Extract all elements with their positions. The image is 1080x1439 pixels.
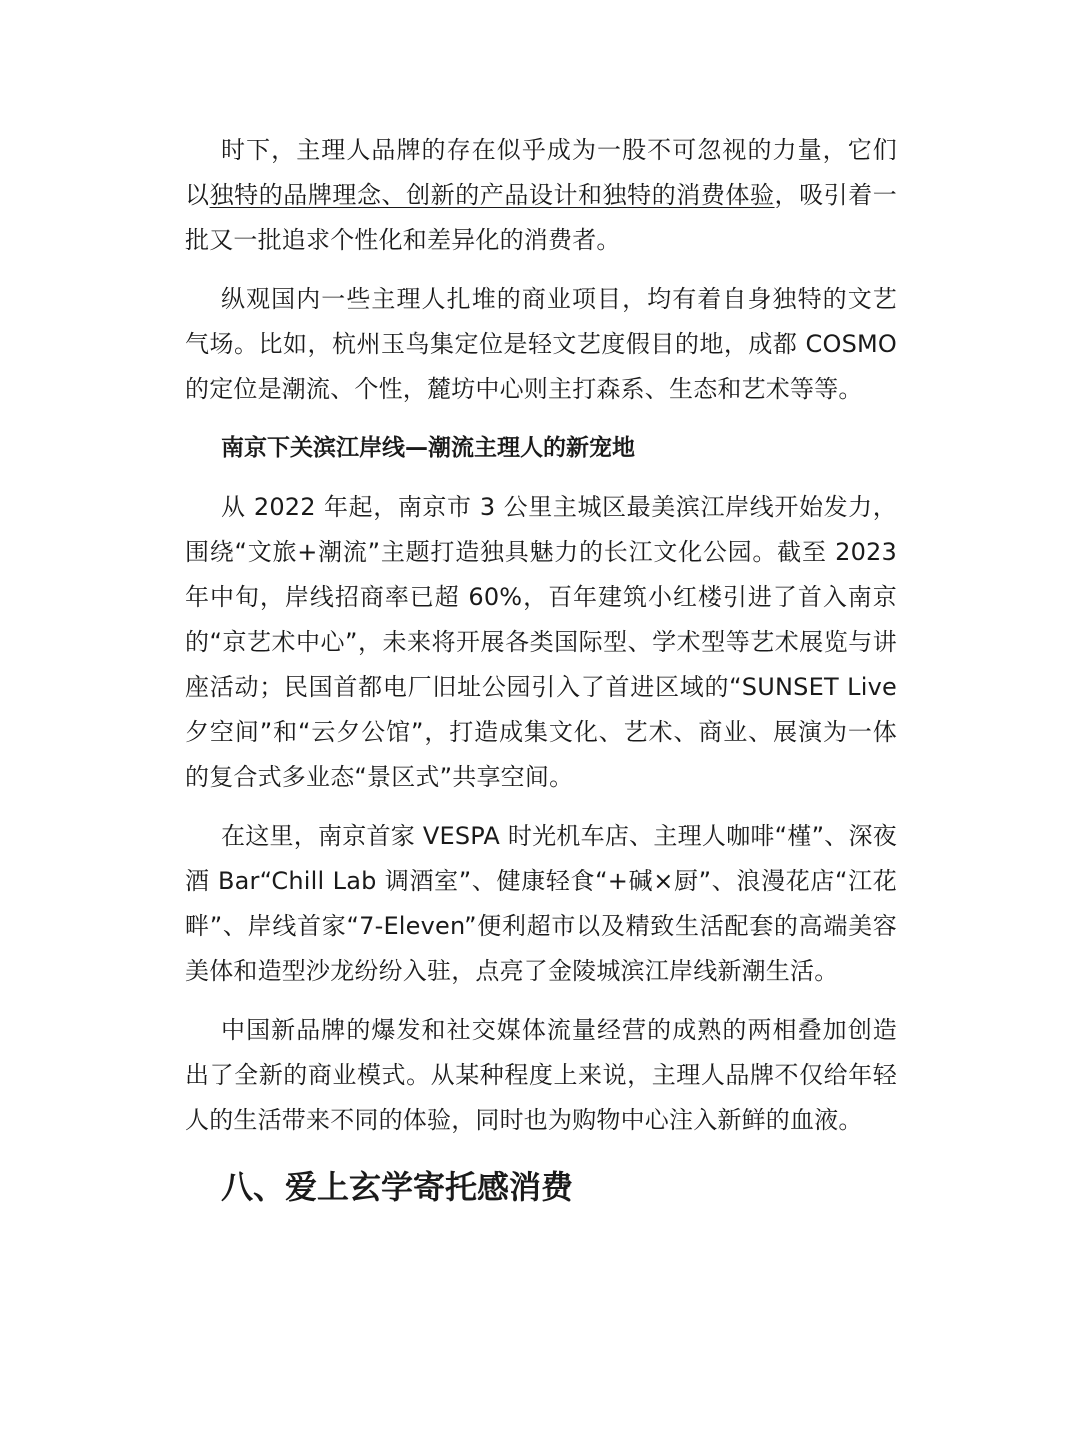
- paragraph-shops: 在这里，南京首家 VESPA 时光机车店、主理人咖啡“槿”、深夜酒 Bar“Chill Lab 调酒室”、健康轻食“+碱×厨”、浪漫花店“江花畔”、岸线首家“7-Eleven”便利超市以及精致生活配套的高端美容美体和造型沙龙纷纷入驻，点亮了金陵城滨江岸线新潮生活。: [185, 822, 897, 985]
- paragraph-intro-start: 时下，主理人品牌的存在似乎成为一股不可忽视的力量，它们以: [185, 136, 897, 209]
- paragraph-intro: [185, 128, 897, 263]
- article-page: [185, 128, 897, 1217]
- paragraph-conclusion: 中国新品牌的爆发和社交媒体流量经营的成熟的两相叠加创造出了全新的商业模式。从某种程度上来说，主理人品牌不仅给年轻人的生活带来不同的体验，同时也为购物中心注入新鲜的血液。: [185, 1016, 897, 1134]
- subheading: 南京下关滨江岸线—潮流主理人的新宠地: [221, 435, 635, 461]
- paragraph-projects: 纵观国内一些主理人扎堆的商业项目，均有着自身独特的文艺气场。比如，杭州玉鸟集定位是轻文艺度假目的地，成都 COSMO 的定位是潮流、个性，麓坊中心则主打森系、生态和艺术等等。: [185, 285, 897, 403]
- paragraph-intro-end: ，吸引着一批又一批追求个性化和差异化的消费者。: [185, 181, 898, 254]
- underlined-phrase: 独特的品牌理念、创新的产品设计和独特的消费体验: [209, 181, 775, 209]
- section-title: 八、爱上玄学寄托感消费: [221, 1168, 574, 1206]
- paragraph-nanjing: 从 2022 年起，南京市 3 公里主城区最美滨江岸线开始发力，围绕“文旅+潮流”主题打造独具魅力的长江文化公园。截至 2023 年中旬，岸线招商率已超 60%，百年建筑小红楼引进了首入南京的“京艺术中心”，未来将开展各类国际型、学术型等艺术展览与讲座活动；民国首都电厂旧址公园引入了首进区域的“SUNSET Live 夕空间”和“云夕公馆”，打造成集文化、艺术、商业、展演为一体的复合式多业态“景区式”共享空间。: [185, 493, 897, 791]
